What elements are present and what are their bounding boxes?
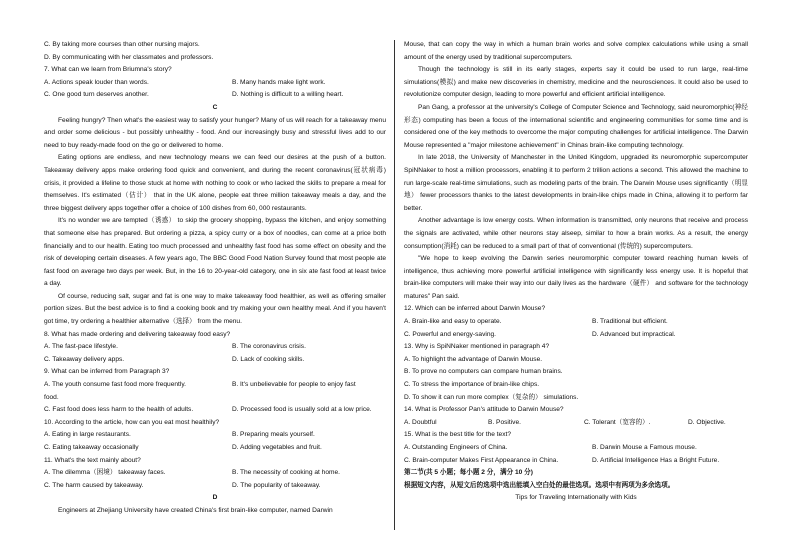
q10-option-b: B. Preparing meals yourself.: [232, 431, 315, 439]
q15-options-row: [404, 442, 748, 455]
q14-options-row: [404, 417, 748, 430]
q11-option-a: A. The dilemma（困境） takeaway faces.: [44, 469, 166, 477]
passage-d: [404, 39, 748, 303]
passage-d-start: [44, 505, 386, 518]
passage-d-para-5: Another advantage is low energy costs. When information is transmitted, only neurons that receive and process the signals are activated, while other neurons stay alseep, similar to how a brain works. As a result, the energy consumption(消耗) can be reduced to a small part of that of conventional (传统的) supercomputers.: [404, 217, 748, 250]
passage-c-para-2: Eating options are endless, and new technology means we can feed our desires at the push of a button. Takeaway delivery apps make ordering food quick and convenient, and during the recent coronavirus(冠状病毒) crisis, it provided a lifeline to those stuck at home with nothing to cook or who lacked the skills to prepare a meal for themselves. It's estimated（估计） that in the UK alone, people eat three million takeaway meals a day, and the three biggest delivery apps together offer a choice of 100 dishes from 60, 000 restaurants.: [44, 154, 386, 212]
q13-option-c: C. To stress the importance of brain-like chips.: [404, 381, 540, 389]
question-13: 13. Why is SpiNNaker mentioned in paragraph 4?: [404, 343, 550, 351]
question-10: 10. According to the article, how can you eat most healthily?: [44, 418, 220, 426]
q6-option-d: D. By communicating with her classmates and professors.: [44, 53, 214, 61]
q6-option-c: C. By taking more courses than other nursing majors.: [44, 41, 200, 48]
passage-d-para-1-start: Engineers at Zhejiang University have created China's first brain-like computer, named Darwin: [58, 506, 333, 514]
q9-option-a: A. The youth consume fast food more frequently.: [44, 381, 186, 389]
passage-d-para-2: Though the technology is still in its early stages, experts say it could be used to run large, real-time simulations(模拟) and make new discoveries in chemistry, medicine and the neurosciences. It could also be used to revolutionize computer design, leading to more powerful and efficient artificial intelligence.: [404, 66, 748, 99]
question-14: 14. What is Professor Pan's attitude to Darwin Mouse?: [404, 406, 564, 414]
passage-c-para-3: It's no wonder we are tempted（诱惑） to skip the grocery shopping, bypass the kitchen, and enjoy something that someone else has prepared. But ordering a pizza, a spicy curry or a box of noodles, can come at a price both financially and to our health. Eating too much processed and unhealthy fast food has some effect on obesity and the risk of developing certain diseases. A few years ago, The BBC Good Food Nation Survey found that most people ate fast food on average two days per week. But, in the 16 to 20-year-old category, one in six ate fast food at least twice a day.: [44, 217, 386, 288]
q8-options-row: [44, 354, 386, 367]
q14-option-a: A. Doubtful: [404, 418, 437, 426]
question-7: 7. What can we learn from Briumna's story?: [44, 66, 172, 74]
q9-options-row: [44, 379, 386, 392]
q15-option-b: B. Darwin Mouse a Famous mouse.: [592, 444, 697, 451]
q10-options-row: [44, 429, 386, 442]
question-8: 8. What has made ordering and delivering takeaway food easy?: [44, 330, 231, 338]
next-passage-title: Tips for Traveling Internationally with Kids: [515, 494, 637, 502]
q11-options-row: [44, 480, 386, 493]
column-divider: [394, 40, 395, 530]
q15-option-a: A. Outstanding Engineers of China.: [404, 444, 508, 451]
q12-option-d: D. Advanced but impractical.: [592, 330, 676, 338]
q12-option-c: C. Powerful and energy-saving.: [404, 330, 496, 338]
q11-option-d: D. The popularity of takeaway.: [232, 481, 321, 489]
q13-option-b: B. To prove no computers can compare human brains.: [404, 368, 563, 376]
q7-option-a: A. Actions speak louder than words.: [44, 78, 149, 86]
q11-option-c: C. The harm caused by takeaway.: [44, 481, 144, 489]
passage-d-para-6: "We hope to keep evolving the Darwin series neuromorphic computer toward reaching human levels of intelligence, thus achieving more powerful artificial intelligence with significantly less energy use. It is hopeful that brain-like computers will make their way into our daily lives as the hardware（硬件） and software for the technology matures" Pan said.: [404, 255, 748, 300]
q14-option-c: C. Tolerant（宽容的）.: [584, 418, 651, 426]
q10-option-a: A. Eating in large restaurants.: [44, 431, 131, 439]
q7-options-row: [44, 77, 386, 90]
q7-option-b: B. Many hands make light work.: [232, 78, 326, 86]
question-15: 15. What is the best title for the text?: [404, 431, 512, 439]
q9-option-b: B. It's unbelievable for people to enjoy fast: [232, 381, 356, 389]
q12-option-b: B. Traditional but efficient.: [592, 318, 668, 326]
passage-d-para-3: Pan Gang, a professor at the university's College of Computer Science and Technology, said neuromorphic(神经形态) computing has been a focus of the international scientific and engineering communities for some time and is considered one of the key methods to overcome the major computing challenges for artificial intelligence. The Darwin Mouse represented a "major milestone achievement" in Chinas brain-like computing technology.: [404, 103, 748, 149]
q15-option-c: C. Brain-computer Makes First Appearance in China.: [404, 456, 559, 464]
q7-option-d: D. Nothing is difficult to a willing heart.: [232, 91, 344, 99]
q8-options-row: [44, 341, 386, 354]
q9-option-c: C. Fast food does less harm to the health of adults.: [44, 406, 194, 414]
q9-option-b-cont: food.: [44, 393, 59, 401]
passage-c: [44, 115, 386, 329]
q9-options-row: [44, 404, 386, 417]
passage-d-para-1-cont: Mouse, that can copy the way in which a human brain works and solve complex calculations while using a small amount of the energy used by traditional supercomputers.: [404, 41, 748, 61]
passage-c-para-1: Feeling hungry? Then what's the easiest way to satisfy your hunger? Many of us will reach for a takeaway menu and order some delicious - but possibly unhealthy - food. And our increasingly busy and stressful lives add to our need to buy ready-made food on the go or delivered to home.: [44, 116, 386, 149]
passage-d-para-4: In late 2018, the University of Manchester in the United Kingdom, upgraded its neuromorphic supercomputer SpiNNaker to host a million processors, enabling it to perform 2 trillion actions a second. This allowed the machine to run large-scale real-time simulations, such as modeling parts of the brain. The Darwin Mouse uses significantly（明显地） fewer processors thanks to the latest developments in brain-like chips made in China, allowing it to perform far better.: [404, 154, 748, 212]
q14-option-d: D. Objective.: [688, 418, 726, 426]
section-d-heading: D: [212, 494, 218, 502]
q10-options-row: [44, 442, 386, 455]
part-2-instructions: 根据短文内容，从短文后的选项中选出能填入空白处的最佳选项。选项中有两项为多余选项。: [404, 481, 675, 489]
section-c-heading: C: [212, 103, 218, 111]
q8-option-a: A. The fast-pace lifestyle.: [44, 343, 118, 351]
question-12: 12. Which can be inferred about Darwin Mouse?: [404, 305, 546, 313]
q11-option-b: B. The necessity of cooking at home.: [232, 469, 341, 477]
q13-option-d: D. To show it can run more complex（复杂的） simulations.: [404, 393, 579, 401]
passage-c-para-4: Of course, reducing salt, sugar and fat is one way to make takeaway food healthier, as well as offering smaller portion sizes. But the best advice is to find a cooking book and try making your own healthy meal. And if you haven't got time, try ordering a healthier alternative（选择） from the menu.: [44, 292, 386, 326]
q13-option-a: A. To highlight the advantage of Darwin Mouse.: [404, 355, 543, 363]
q7-option-c: C. One good turn deserves another.: [44, 91, 149, 99]
right-column: [404, 39, 748, 505]
q11-options-row: [44, 467, 386, 480]
part-2-title: 第二节(共 5 小题；每小题 2 分，满分 10 分): [404, 469, 533, 477]
q8-option-c: C. Takeaway delivery apps.: [44, 355, 125, 363]
q15-options-row: [404, 455, 748, 468]
q14-option-b: B. Positive.: [488, 418, 521, 426]
question-9: 9. What can be inferred from Paragraph 3?: [44, 368, 170, 376]
q12-option-a: A. Brain-like and easy to operate.: [404, 318, 502, 326]
q15-option-d: D. Artificial Intelligence Has a Bright Future.: [592, 456, 720, 464]
q12-options-row: [404, 329, 748, 342]
q12-options-row: [404, 316, 748, 329]
left-column: [44, 39, 386, 518]
q10-option-c: C. Eating takeaway occasionally: [44, 444, 139, 451]
q8-option-d: D. Lack of cooking skills.: [232, 355, 305, 363]
q10-option-d: D. Adding vegetables and fruit.: [232, 444, 322, 451]
q9-option-d: D. Processed food is usually sold at a low price.: [232, 406, 372, 414]
q8-option-b: B. The coronavirus crisis.: [232, 343, 306, 351]
question-11: 11. What's the text mainly about?: [44, 456, 141, 464]
q7-options-row: [44, 89, 386, 102]
